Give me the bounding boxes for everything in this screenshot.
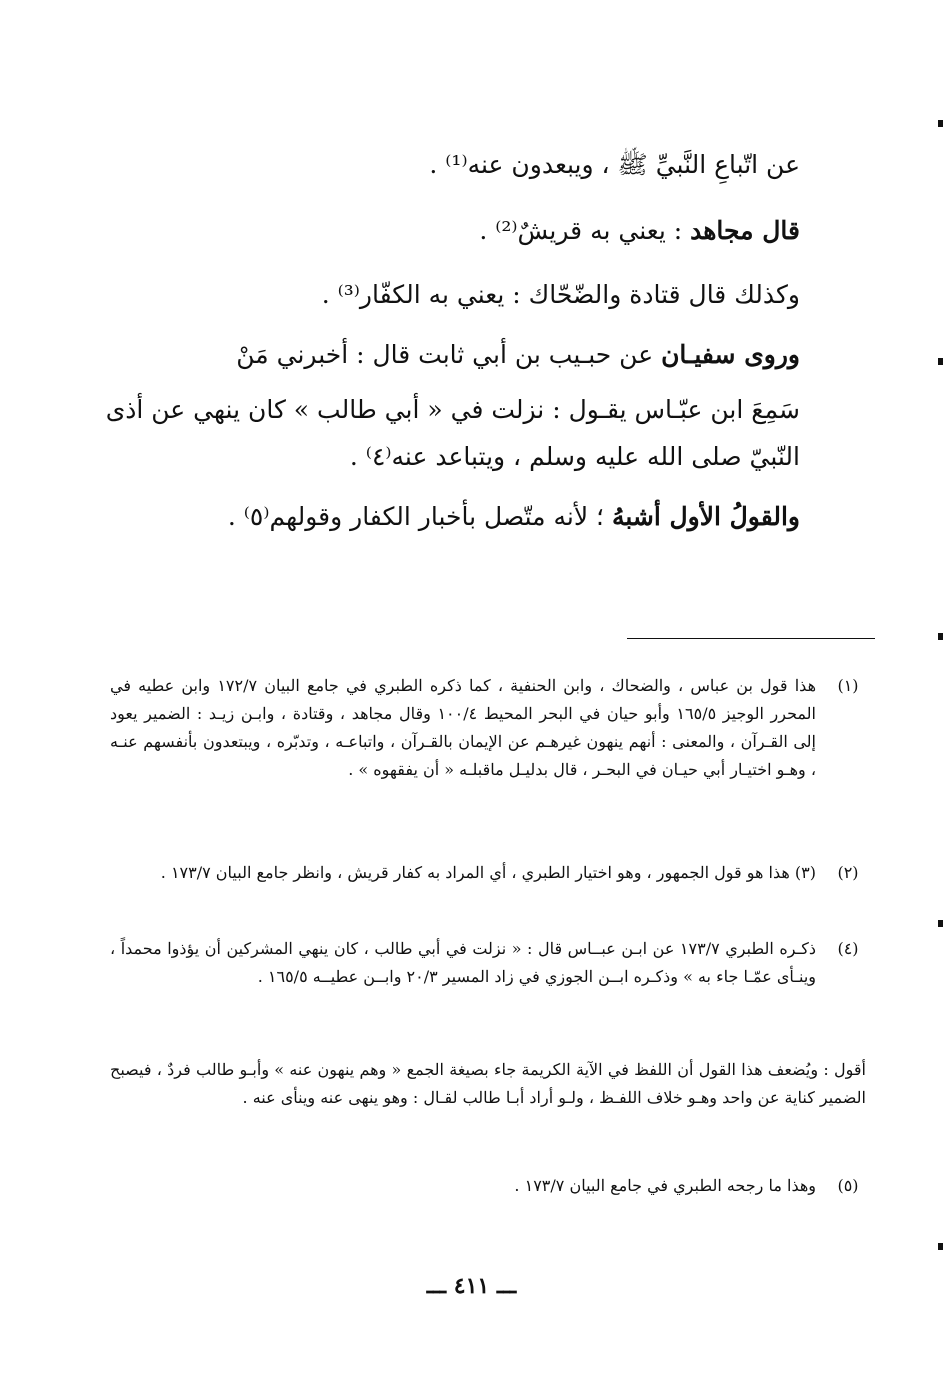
main-text-line-7 (228, 500, 800, 534)
footnote-text: ذكـره الطبري ١٧٣/٧ عن ابـن عبــاس قال : « نزلت في أبي طالب ، كان ينهي المشركين أن يؤذوا محمداً ، وينـأى عمّـا جاء به » وذكـره ابــن الجوزي في زاد المسير ٢٠/٣ وابــن عطيــه ١٦٥/٥ . (110, 939, 817, 986)
footnote-4 (110, 935, 866, 991)
footnote-4-comment (110, 1056, 866, 1112)
footnote-5 (110, 1172, 866, 1200)
page-number: ـــ ٤١١ ـــ (426, 1273, 517, 1299)
footnote-text: أقول : ويُضعف هذا القول أن اللفظ في الآية الكريمة جاء بصيغة الجمع « وهم ينهون عنه » وأبـو طالب فردٌ ، فيصبح الضمير كناية عن واحد وهـو خلاف اللفـظ ، ولـو أراد أبـا طالب لقـال : وهو ينهى عنه وينأى عنه . (110, 1060, 866, 1107)
main-text-line-3: وكذلك قال قتادة والضّحّاك : يعني به الكفّار⁽³⁾ . (321, 280, 800, 309)
speaker-mujahid: قال مجاهد (690, 216, 800, 245)
footnote-number: (٥) (837, 1176, 859, 1195)
footnote-number: (٢) (837, 863, 859, 882)
footnote-text: (٣) هذا هو قول الجمهور ، وهو اختيار الطبري ، أي المراد به كفار قريش ، وانظر جامع البيان ١٧٣/٧ . (160, 863, 816, 882)
footnote-number: (١) (837, 676, 859, 695)
scan-edge-mark (938, 1243, 943, 1250)
main-text-line-4-rest: عن حبـيب بن أبي ثابت قال : أخبرني مَنْ (236, 340, 662, 369)
footnote-separator (627, 638, 875, 639)
scan-edge-mark (938, 120, 943, 127)
footnote-text: وهذا ما رجحه الطبري في جامع البيان ١٧٣/٧ . (514, 1176, 816, 1195)
narrator-sufyan: وروى سفيـان (661, 340, 800, 369)
main-text-line-7-rest: ؛ لأنه متّصل بأخبار الكفار وقولهم⁽٥⁾ . (227, 502, 612, 531)
scan-edge-mark (938, 358, 943, 365)
footnote-text: هذا قول بن عباس ، والضحاك ، وابن الحنفية ، كما ذكره الطبري في جامع البيان ١٧٢/٧ وابن عطيه في المحرر الوجيز ١٦٥/٥ وأبو حيان في البحر المحيط ١٠٠/٤ وقال مجاهد ، وقتادة ، وابـن زيـد : الضمير يعود إلى القـرآن ، والمعنى : أنهم ينهون غيرهـم عن الإيمان بالقـرآن ، واتباعـه ، وتدبّره ، ويبتعدون بأنفسهم عنـه ، وهـو اختيـار أبي حيـان في البحـر ، قال بدليـل ماقبلـه « أن يفقهوه » . (110, 676, 817, 779)
conclusion-heading: والقولُ الأول أشبهُ (611, 502, 800, 531)
main-text-line-1: عن اتّباعِ النَّبيِّ ﷺ ، ويبعدون عنه⁽¹⁾ . (429, 150, 800, 179)
main-text-line-5: سَمِعَ ابن عبّـاس يقـول : نزلت في « أبي طالب » كان ينهي عن أذى (105, 395, 800, 424)
footnote-1 (110, 672, 866, 784)
scan-edge-mark (938, 920, 943, 927)
main-text-line-2-rest: : يعني به قريشٌ⁽²⁾ . (479, 216, 691, 245)
main-text-line-4 (236, 338, 800, 372)
footnote-number: (٤) (837, 939, 859, 958)
main-text-line-2 (479, 214, 800, 248)
main-text-line-6: النّبيّ صلى الله عليه وسلم ، ويتباعد عنه⁽٤⁾ . (349, 442, 800, 471)
footnote-2 (110, 859, 866, 887)
scan-edge-mark (938, 633, 943, 640)
